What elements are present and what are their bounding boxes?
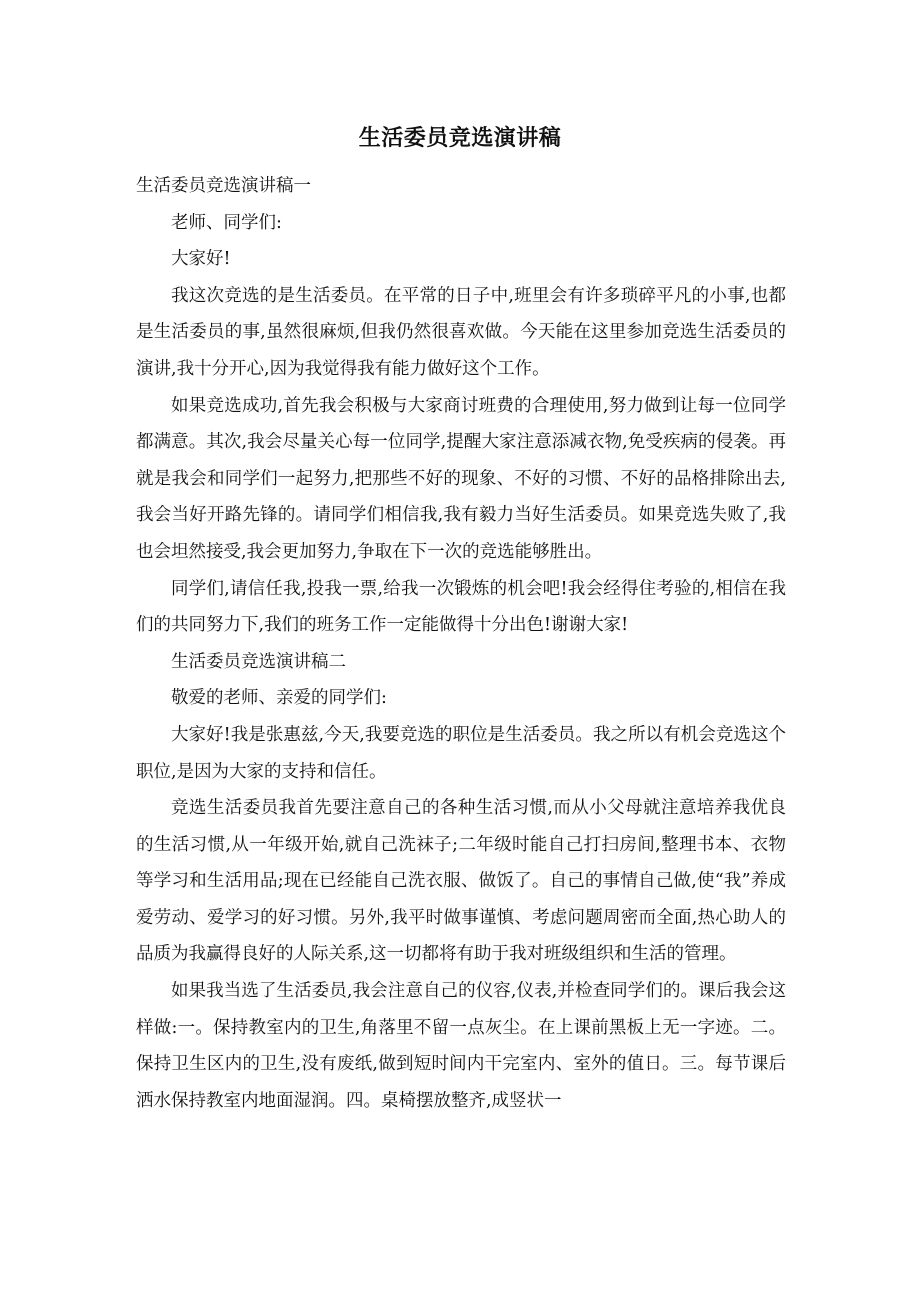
greeting-salutation-1: 老师、同学们:: [171, 212, 282, 233]
section-heading-2: 生活委员竞选演讲稿二: [171, 651, 346, 672]
paragraph: 竞选生活委员我首先要注意自己的各种生活习惯,而从小父母就注意培养我优良的生活习惯,从一年级开始,就自己洗袜子;二年级时能自己打扫房间,整理书本、衣物等学习和生活用品;现在已经能自己洗衣服、做饭了。自己的事情自己做,使“我”养成爱劳动、爱学习的好习惯。另外,我平时做事谨慎、考虑问题周密而全面,热心助人的品质为我赢得良好的人际关系,这一切都将有助于我对班级组织和生活的管理。: [136, 798, 786, 965]
paragraph: 如果我当选了生活委员,我会注意自己的仪容,仪表,并检查同学们的。课后我会这样做:一。保持教室内的卫生,角落里不留一点灰尘。在上课前黑板上无一字迹。二。保持卫生区内的卫生,没有废纸,做到短时间内干完室内、室外的值日。三。每节课后洒水保持教室内地面湿润。四。桌椅摆放整齐,成竖状一: [136, 981, 786, 1111]
document-body: [136, 168, 786, 1119]
greeting-salutation-2: 敬爱的老师、亲爱的同学们:: [171, 688, 387, 709]
paragraph: 如果竞选成功,首先我会积极与大家商讨班费的合理使用,努力做到让每一位同学都满意。其次,我会尽量关心每一位同学,提醒大家注意添减衣物,免受疾病的侵袭。再就是我会和同学们一起努力,把那些不好的现象、不好的习惯、不好的品格排除出去,我会当好开路先锋的。请同学们相信我,我有毅力当好生活委员。如果竞选失败了,我也会坦然接受,我会更加努力,争取在下一次的竞选能够胜出。: [136, 395, 786, 562]
paragraph: 同学们,请信任我,投我一票,给我一次锻炼的机会吧!我会经得住考验的,相信在我们的共同努力下,我们的班务工作一定能做得十分出色!谢谢大家!: [136, 578, 786, 636]
greeting-1: 大家好!: [171, 249, 231, 270]
document-title: 生活委员竞选演讲稿: [358, 126, 562, 151]
paragraph: 大家好!我是张惠兹,今天,我要竞选的职位是生活委员。我之所以有机会竞选这个职位,是因为大家的支持和信任。: [136, 724, 786, 782]
paragraph: 我这次竞选的是生活委员。在平常的日子中,班里会有许多琐碎平凡的小事,也都是生活委员的事,虽然很麻烦,但我仍然很喜欢做。今天能在这里参加竞选生活委员的演讲,我十分开心,因为我觉得我有能力做好这个工作。: [136, 285, 786, 379]
section-heading-1: 生活委员竞选演讲稿一: [136, 176, 311, 196]
